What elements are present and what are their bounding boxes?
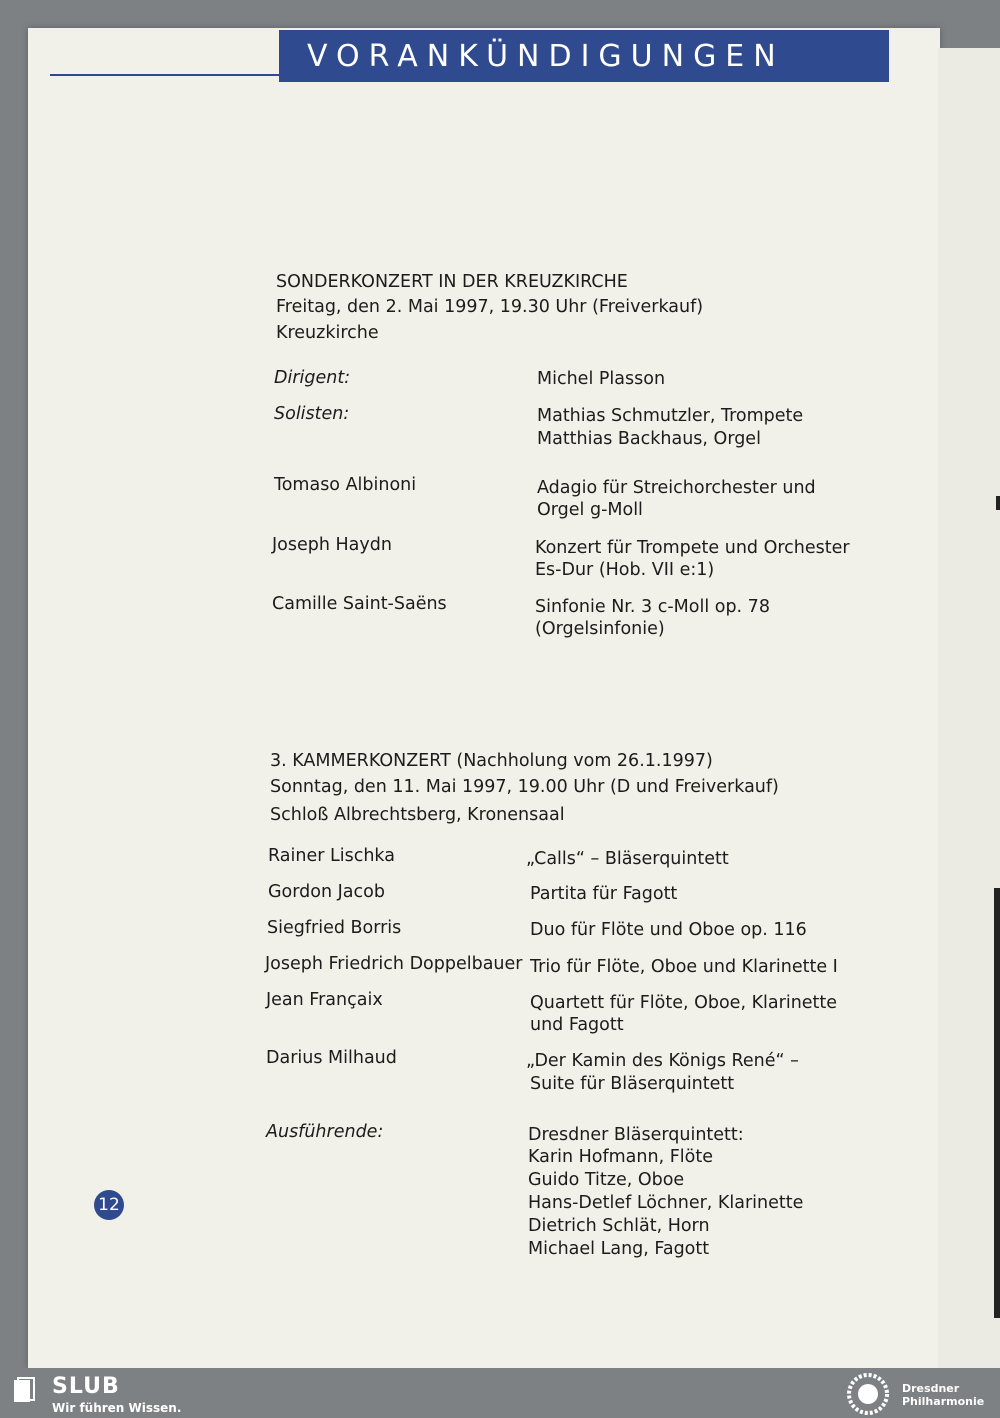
concert2-title: 3. KAMMERKONZERT (Nachholung vom 26.1.1997) [270, 751, 713, 771]
program-composer: Joseph Friedrich Doppelbauer [265, 954, 523, 974]
program-work: Trio für Flöte, Oboe und Klarinette I [530, 957, 838, 977]
program-work-cont: Suite für Bläserquintett [530, 1074, 735, 1094]
performers-label: Ausführende: [266, 1122, 384, 1142]
section-title: VORANKÜNDIGUNGEN [307, 38, 785, 74]
conductor-label: Dirigent: [274, 368, 351, 388]
program-work-cont: und Fagott [530, 1015, 624, 1035]
slub-tagline: Wir führen Wissen. [52, 1401, 182, 1415]
program-composer: Camille Saint-Saëns [272, 594, 447, 614]
conductor-name: Michel Plasson [537, 369, 666, 389]
concert1-date: Freitag, den 2. Mai 1997, 19.30 Uhr (Freiverkauf) [276, 297, 704, 317]
performer-line: Guido Titze, Oboe [528, 1170, 685, 1190]
program-composer: Siegfried Borris [267, 918, 402, 938]
performer-line: Dresdner Bläserquintett: [528, 1125, 744, 1145]
program-work: Duo für Flöte und Oboe op. 116 [530, 920, 807, 940]
program-work: „Der Kamin des Königs René“ – [526, 1051, 799, 1071]
soloists-label: Solisten: [274, 404, 350, 424]
page-number [94, 1190, 124, 1220]
performer-line: Michael Lang, Fagott [528, 1239, 710, 1259]
performer-line: Hans-Detlef Löchner, Klarinette [528, 1193, 804, 1213]
concert2-date: Sonntag, den 11. Mai 1997, 19.00 Uhr (D und Freiverkauf) [270, 777, 779, 797]
program-composer: Darius Milhaud [266, 1048, 397, 1068]
program-composer: Jean Françaix [266, 990, 383, 1010]
partner-name-line1: Dresdner [902, 1382, 960, 1395]
program-composer: Tomaso Albinoni [274, 475, 417, 495]
performer-line: Karin Hofmann, Flöte [528, 1147, 713, 1167]
concert1-venue: Kreuzkirche [276, 323, 379, 343]
concert1-title: SONDERKONZERT IN DER KREUZKIRCHE [276, 272, 628, 292]
slub-name: SLUB [52, 1374, 120, 1399]
partner-name-line2: Philharmonie [902, 1395, 985, 1408]
page-number-text: 12 [98, 1195, 120, 1215]
slub-logo-icon [12, 1376, 38, 1406]
program-work: Konzert für Trompete und Orchester [535, 538, 850, 558]
program-work: „Calls“ – Bläserquintett [526, 849, 729, 869]
program-work: Sinfonie Nr. 3 c-Moll op. 78 [535, 597, 770, 617]
program-work-cont: Es-Dur (Hob. VII e:1) [535, 560, 715, 580]
program-work: Quartett für Flöte, Oboe, Klarinette [530, 993, 838, 1013]
partner-name [902, 1382, 984, 1408]
program-work: Partita für Fagott [530, 884, 678, 904]
program-composer: Joseph Haydn [272, 535, 392, 555]
philharmonie-logo-icon [842, 1372, 894, 1416]
program-composer: Gordon Jacob [268, 882, 385, 902]
soloist-1: Mathias Schmutzler, Trompete [537, 406, 804, 426]
program-work: Adagio für Streichorchester und [537, 478, 816, 498]
program-work-cont: Orgel g-Moll [537, 500, 643, 520]
performer-line: Dietrich Schlät, Horn [528, 1216, 710, 1236]
footer-bar [0, 1368, 1000, 1418]
concert2-venue: Schloß Albrechtsberg, Kronensaal [270, 805, 565, 825]
program-composer: Rainer Lischka [268, 846, 395, 866]
program-work-cont: (Orgelsinfonie) [535, 619, 665, 639]
soloist-2: Matthias Backhaus, Orgel [537, 429, 761, 449]
